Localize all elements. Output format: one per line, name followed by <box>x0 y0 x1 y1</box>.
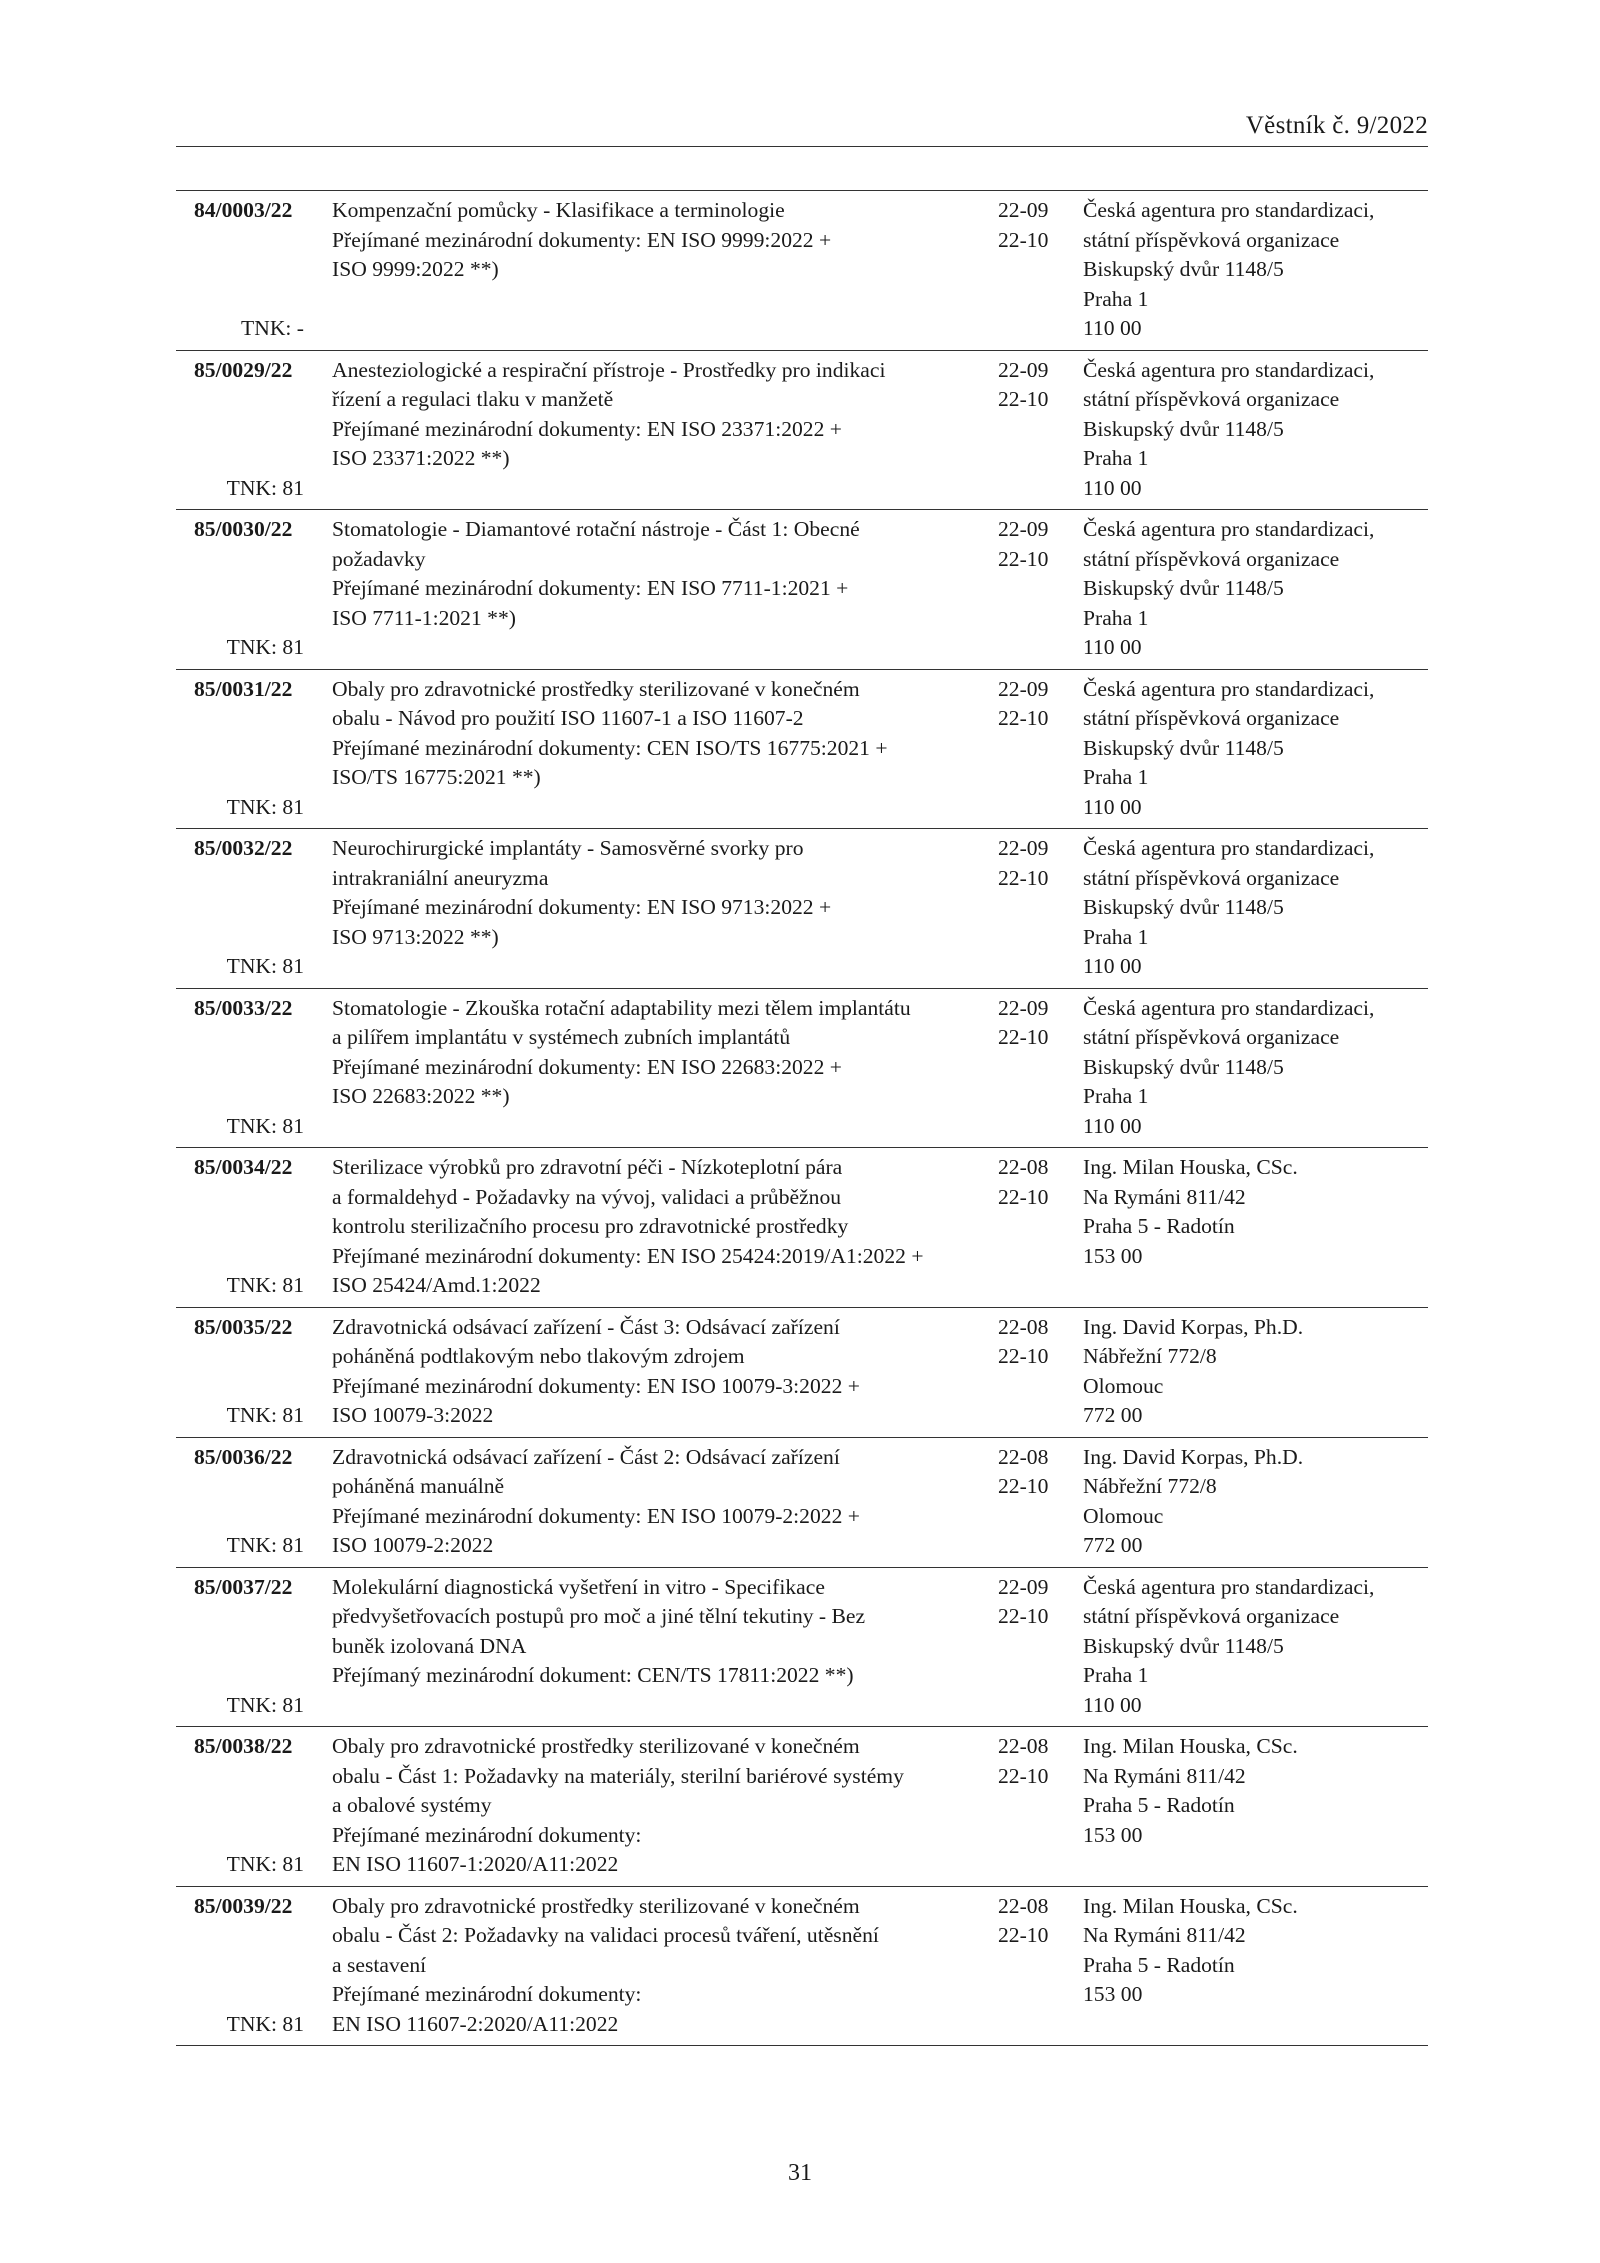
date-value: 22-09 <box>998 198 1049 222</box>
dates-cell <box>998 510 1083 669</box>
processor-address-cell <box>1083 351 1428 510</box>
standard-number: 85/0034/22 <box>194 1155 293 1179</box>
date-value: 22-08 <box>998 1893 1049 1918</box>
address-line: Biskupský dvůr 1148/5 <box>1083 416 1284 441</box>
standards-table <box>176 190 1428 2046</box>
processor-address-cell <box>1083 1568 1428 1727</box>
date-value: 22-09 <box>998 836 1049 860</box>
description-line: a formaldehyd - Požadavky na vývoj, validaci a průběžnou <box>332 1184 842 1209</box>
table-row <box>176 989 1428 1149</box>
tnk-label: TNK: 81 <box>226 1533 304 1557</box>
address-line: Biskupský dvůr 1148/5 <box>1083 576 1284 600</box>
description-line: ISO/TS 16775:2021 **) <box>332 765 541 789</box>
tnk-label: TNK: 81 <box>226 475 304 500</box>
standard-number: 85/0033/22 <box>194 995 293 1020</box>
tnk-label: TNK: 81 <box>226 635 304 659</box>
description-cell <box>324 1438 998 1567</box>
row-id-cell <box>176 510 324 669</box>
address-line: Biskupský dvůr 1148/5 <box>1083 895 1284 919</box>
date-value: 22-10 <box>998 1025 1049 1049</box>
standard-number: 85/0031/22 <box>194 676 293 701</box>
processor-address-cell <box>1083 989 1428 1148</box>
description-line: Přejímané mezinárodní dokumenty: EN ISO 10079-2:2022 + <box>332 1503 860 1528</box>
address-line: Na Rymáni 811/42 <box>1083 1763 1246 1788</box>
tnk-label: TNK: 81 <box>226 954 304 978</box>
date-value: 22-10 <box>998 1184 1049 1209</box>
tnk-label: TNK: 81 <box>226 1692 304 1717</box>
description-line: Zdravotnická odsávací zařízení - Část 3: Odsávací zařízení <box>332 1314 840 1339</box>
description-line: a sestavení <box>332 1952 427 1977</box>
processor-address-cell <box>1083 1727 1428 1886</box>
address-line: 110 00 <box>1083 954 1142 978</box>
row-id-cell <box>176 1887 324 2046</box>
date-value: 22-10 <box>998 1763 1049 1788</box>
description-cell <box>324 1568 998 1727</box>
row-id-cell <box>176 1727 324 1886</box>
date-value: 22-08 <box>998 1444 1049 1469</box>
date-value: 22-08 <box>998 1155 1049 1179</box>
description-line: Přejímané mezinárodní dokumenty: CEN ISO/TS 16775:2021 + <box>332 735 888 760</box>
address-line: Olomouc <box>1083 1503 1164 1528</box>
standard-number: 85/0030/22 <box>194 517 293 541</box>
dates-cell <box>998 989 1083 1148</box>
description-line: Obaly pro zdravotnické prostředky sterilizované v konečném <box>332 1734 860 1758</box>
address-line: Ing. Milan Houska, CSc. <box>1083 1893 1298 1918</box>
address-line: 110 00 <box>1083 635 1142 659</box>
dates-cell <box>998 1438 1083 1567</box>
dates-cell <box>998 670 1083 829</box>
row-id-cell <box>176 191 324 350</box>
address-line: státní příspěvková organizace <box>1083 1604 1340 1628</box>
description-line: intrakraniální aneuryzma <box>332 865 549 890</box>
description-line: Přejímané mezinárodní dokumenty: EN ISO 22683:2022 + <box>332 1054 842 1079</box>
description-line: Přejímané mezinárodní dokumenty: EN ISO 23371:2022 + <box>332 416 842 441</box>
description-cell <box>324 1887 998 2046</box>
page-header <box>176 110 1428 147</box>
address-line: státní příspěvková organizace <box>1083 865 1340 890</box>
address-line: Na Rymáni 811/42 <box>1083 1184 1246 1209</box>
row-id-cell <box>176 670 324 829</box>
description-cell <box>324 191 998 350</box>
description-line: Přejímané mezinárodní dokumenty: EN ISO 9999:2022 + <box>332 227 832 252</box>
standard-number: 85/0036/22 <box>194 1444 293 1469</box>
processor-address-cell <box>1083 191 1428 350</box>
address-line: Česká agentura pro standardizaci, <box>1083 836 1375 860</box>
address-line: státní příspěvková organizace <box>1083 1025 1340 1049</box>
description-line: řízení a regulaci tlaku v manžetě <box>332 387 614 411</box>
date-value: 22-09 <box>998 676 1049 701</box>
dates-cell <box>998 1308 1083 1437</box>
description-line: předvyšetřovacích postupů pro moč a jiné tělní tekutiny - Bez <box>332 1604 866 1628</box>
address-line: 110 00 <box>1083 1113 1142 1138</box>
standard-number: 85/0039/22 <box>194 1893 293 1918</box>
address-line: Praha 1 <box>1083 1084 1149 1108</box>
description-cell <box>324 670 998 829</box>
description-line: Anesteziologické a respirační přístroje - Prostředky pro indikaci <box>332 357 886 382</box>
address-line: Ing. David Korpas, Ph.D. <box>1083 1314 1304 1339</box>
description-line: Neurochirurgické implantáty - Samosvěrné svorky pro <box>332 836 804 860</box>
standard-number: 85/0035/22 <box>194 1314 293 1339</box>
address-line: Nábřežní 772/8 <box>1083 1474 1217 1498</box>
address-line: Olomouc <box>1083 1373 1164 1398</box>
address-line: 110 00 <box>1083 794 1142 819</box>
description-cell <box>324 989 998 1148</box>
description-line: Zdravotnická odsávací zařízení - Část 2: Odsávací zařízení <box>332 1444 840 1469</box>
page-number: 31 <box>788 2160 812 2186</box>
tnk-label: TNK: 81 <box>226 1113 304 1138</box>
address-line: Praha 1 <box>1083 605 1149 630</box>
row-id-cell <box>176 1308 324 1437</box>
description-line: buněk izolovaná DNA <box>332 1633 527 1658</box>
processor-address-cell <box>1083 1148 1428 1307</box>
date-value: 22-10 <box>998 387 1049 411</box>
row-id-cell <box>176 351 324 510</box>
description-cell <box>324 510 998 669</box>
date-value: 22-08 <box>998 1314 1049 1339</box>
address-line: Česká agentura pro standardizaci, <box>1083 995 1375 1020</box>
date-value: 22-09 <box>998 1574 1049 1599</box>
address-line: státní příspěvková organizace <box>1083 387 1340 411</box>
address-line: 772 00 <box>1083 1403 1143 1427</box>
address-line: 153 00 <box>1083 1982 1143 2006</box>
description-line: ISO 23371:2022 **) <box>332 446 510 470</box>
row-id-cell <box>176 1568 324 1727</box>
description-line: Přejímané mezinárodní dokumenty: <box>332 1822 642 1847</box>
address-line: Praha 5 - Radotín <box>1083 1793 1235 1817</box>
description-line: poháněná podtlakovým nebo tlakovým zdrojem <box>332 1344 745 1368</box>
tnk-label: TNK: 81 <box>226 1852 304 1876</box>
address-line: Česká agentura pro standardizaci, <box>1083 357 1375 382</box>
description-line: ISO 7711-1:2021 **) <box>332 605 516 630</box>
address-line: 110 00 <box>1083 316 1142 340</box>
description-cell <box>324 1308 998 1437</box>
address-line: Ing. Milan Houska, CSc. <box>1083 1734 1298 1758</box>
address-line: Praha 1 <box>1083 286 1149 311</box>
address-line: státní příspěvková organizace <box>1083 546 1340 571</box>
row-id-cell <box>176 1148 324 1307</box>
description-line: EN ISO 11607-1:2020/A11:2022 <box>332 1852 619 1876</box>
table-row <box>176 191 1428 351</box>
date-value: 22-09 <box>998 995 1049 1020</box>
date-value: 22-10 <box>998 1344 1049 1368</box>
description-line: Kompenzační pomůcky - Klasifikace a terminologie <box>332 198 785 222</box>
table-row <box>176 829 1428 989</box>
standard-number: 85/0029/22 <box>194 357 293 382</box>
row-id-cell <box>176 829 324 988</box>
description-line: obalu - Část 2: Požadavky na validaci procesů tváření, utěsnění <box>332 1923 879 1947</box>
address-line: Praha 5 - Radotín <box>1083 1952 1235 1977</box>
table-row <box>176 1438 1428 1568</box>
description-line: Sterilizace výrobků pro zdravotní péči - Nízkoteplotní pára <box>332 1155 843 1179</box>
journal-title: Věstník č. 9/2022 <box>1245 112 1428 139</box>
address-line: státní příspěvková organizace <box>1083 227 1340 252</box>
date-value: 22-10 <box>998 706 1049 730</box>
date-value: 22-08 <box>998 1734 1049 1758</box>
processor-address-cell <box>1083 829 1428 988</box>
table-row <box>176 1308 1428 1438</box>
dates-cell <box>998 191 1083 350</box>
table-row <box>176 351 1428 511</box>
address-line: Praha 1 <box>1083 446 1149 470</box>
description-line: Stomatologie - Diamantové rotační nástroje - Část 1: Obecné <box>332 517 860 541</box>
description-line: ISO 22683:2022 **) <box>332 1084 510 1108</box>
table-row <box>176 1887 1428 2046</box>
address-line: Ing. David Korpas, Ph.D. <box>1083 1444 1304 1469</box>
address-line: Ing. Milan Houska, CSc. <box>1083 1155 1298 1179</box>
row-id-cell <box>176 1438 324 1567</box>
address-line: Česká agentura pro standardizaci, <box>1083 1574 1375 1599</box>
address-line: 153 00 <box>1083 1243 1143 1268</box>
description-line: Přejímaný mezinárodní dokument: CEN/TS 17811:2022 **) <box>332 1663 854 1687</box>
address-line: Biskupský dvůr 1148/5 <box>1083 257 1284 281</box>
tnk-label: TNK: 81 <box>226 2011 304 2036</box>
description-line: Obaly pro zdravotnické prostředky sterilizované v konečném <box>332 676 860 701</box>
standard-number: 85/0032/22 <box>194 836 293 860</box>
address-line: Česká agentura pro standardizaci, <box>1083 676 1375 701</box>
processor-address-cell <box>1083 1308 1428 1437</box>
address-line: 110 00 <box>1083 475 1142 500</box>
row-id-cell <box>176 989 324 1148</box>
description-line: ISO 9999:2022 **) <box>332 257 499 281</box>
address-line: Biskupský dvůr 1148/5 <box>1083 1054 1284 1079</box>
tnk-label: TNK: 81 <box>226 1403 304 1427</box>
description-line: Přejímané mezinárodní dokumenty: EN ISO 9713:2022 + <box>332 895 832 919</box>
dates-cell <box>998 1568 1083 1727</box>
date-value: 22-10 <box>998 865 1049 890</box>
description-line: EN ISO 11607-2:2020/A11:2022 <box>332 2011 619 2036</box>
table-row <box>176 1727 1428 1887</box>
table-row <box>176 1148 1428 1308</box>
address-line: 772 00 <box>1083 1533 1143 1557</box>
table-row <box>176 670 1428 830</box>
processor-address-cell <box>1083 1887 1428 2046</box>
description-line: ISO 9713:2022 **) <box>332 924 499 949</box>
description-line: obalu - Návod pro použití ISO 11607-1 a ISO 11607-2 <box>332 706 804 730</box>
tnk-label: TNK: - <box>241 316 304 340</box>
description-line: Přejímané mezinárodní dokumenty: EN ISO 7711-1:2021 + <box>332 576 849 600</box>
tnk-label: TNK: 81 <box>226 1273 304 1297</box>
standard-number: 84/0003/22 <box>194 198 293 222</box>
dates-cell <box>998 1148 1083 1307</box>
description-line: a obalové systémy <box>332 1793 492 1817</box>
description-line: a pilířem implantátu v systémech zubních implantátů <box>332 1025 791 1049</box>
address-line: Praha 1 <box>1083 924 1149 949</box>
address-line: Praha 5 - Radotín <box>1083 1214 1235 1238</box>
description-line: poháněná manuálně <box>332 1474 505 1498</box>
address-line: 153 00 <box>1083 1822 1143 1847</box>
description-line: Přejímané mezinárodní dokumenty: EN ISO 10079-3:2022 + <box>332 1373 860 1398</box>
date-value: 22-10 <box>998 1604 1049 1628</box>
table-row <box>176 1568 1428 1728</box>
dates-cell <box>998 1887 1083 2046</box>
description-line: Stomatologie - Zkouška rotační adaptability mezi tělem implantátu <box>332 995 911 1020</box>
processor-address-cell <box>1083 670 1428 829</box>
date-value: 22-10 <box>998 1923 1049 1947</box>
description-line: Molekulární diagnostická vyšetření in vitro - Specifikace <box>332 1574 825 1599</box>
date-value: 22-09 <box>998 517 1049 541</box>
description-line: obalu - Část 1: Požadavky na materiály, sterilní bariérové systémy <box>332 1763 904 1788</box>
address-line: Biskupský dvůr 1148/5 <box>1083 735 1284 760</box>
description-line: Přejímané mezinárodní dokumenty: <box>332 1982 642 2006</box>
date-value: 22-10 <box>998 227 1049 252</box>
description-cell <box>324 351 998 510</box>
date-value: 22-09 <box>998 357 1049 382</box>
dates-cell <box>998 829 1083 988</box>
address-line: Česká agentura pro standardizaci, <box>1083 517 1375 541</box>
address-line: Biskupský dvůr 1148/5 <box>1083 1633 1284 1658</box>
description-line: kontrolu sterilizačního procesu pro zdravotnické prostředky <box>332 1214 849 1238</box>
standard-number: 85/0037/22 <box>194 1574 293 1599</box>
tnk-label: TNK: 81 <box>226 794 304 819</box>
description-line: ISO 10079-3:2022 <box>332 1403 494 1427</box>
address-line: Praha 1 <box>1083 765 1149 789</box>
date-value: 22-10 <box>998 1474 1049 1498</box>
address-line: Nábřežní 772/8 <box>1083 1344 1217 1368</box>
description-cell <box>324 1148 998 1307</box>
date-value: 22-10 <box>998 546 1049 571</box>
description-line: ISO 25424/Amd.1:2022 <box>332 1273 541 1297</box>
description-cell <box>324 829 998 988</box>
dates-cell <box>998 1727 1083 1886</box>
address-line: státní příspěvková organizace <box>1083 706 1340 730</box>
description-cell <box>324 1727 998 1886</box>
address-line: 110 00 <box>1083 1692 1142 1717</box>
address-line: Česká agentura pro standardizaci, <box>1083 198 1375 222</box>
description-line: Obaly pro zdravotnické prostředky sterilizované v konečném <box>332 1893 860 1918</box>
standard-number: 85/0038/22 <box>194 1734 293 1758</box>
dates-cell <box>998 351 1083 510</box>
address-line: Praha 1 <box>1083 1663 1149 1687</box>
processor-address-cell <box>1083 510 1428 669</box>
description-line: požadavky <box>332 546 426 571</box>
processor-address-cell <box>1083 1438 1428 1567</box>
table-row <box>176 510 1428 670</box>
address-line: Na Rymáni 811/42 <box>1083 1923 1246 1947</box>
description-line: Přejímané mezinárodní dokumenty: EN ISO 25424:2019/A1:2022 + <box>332 1243 924 1268</box>
description-line: ISO 10079-2:2022 <box>332 1533 494 1557</box>
